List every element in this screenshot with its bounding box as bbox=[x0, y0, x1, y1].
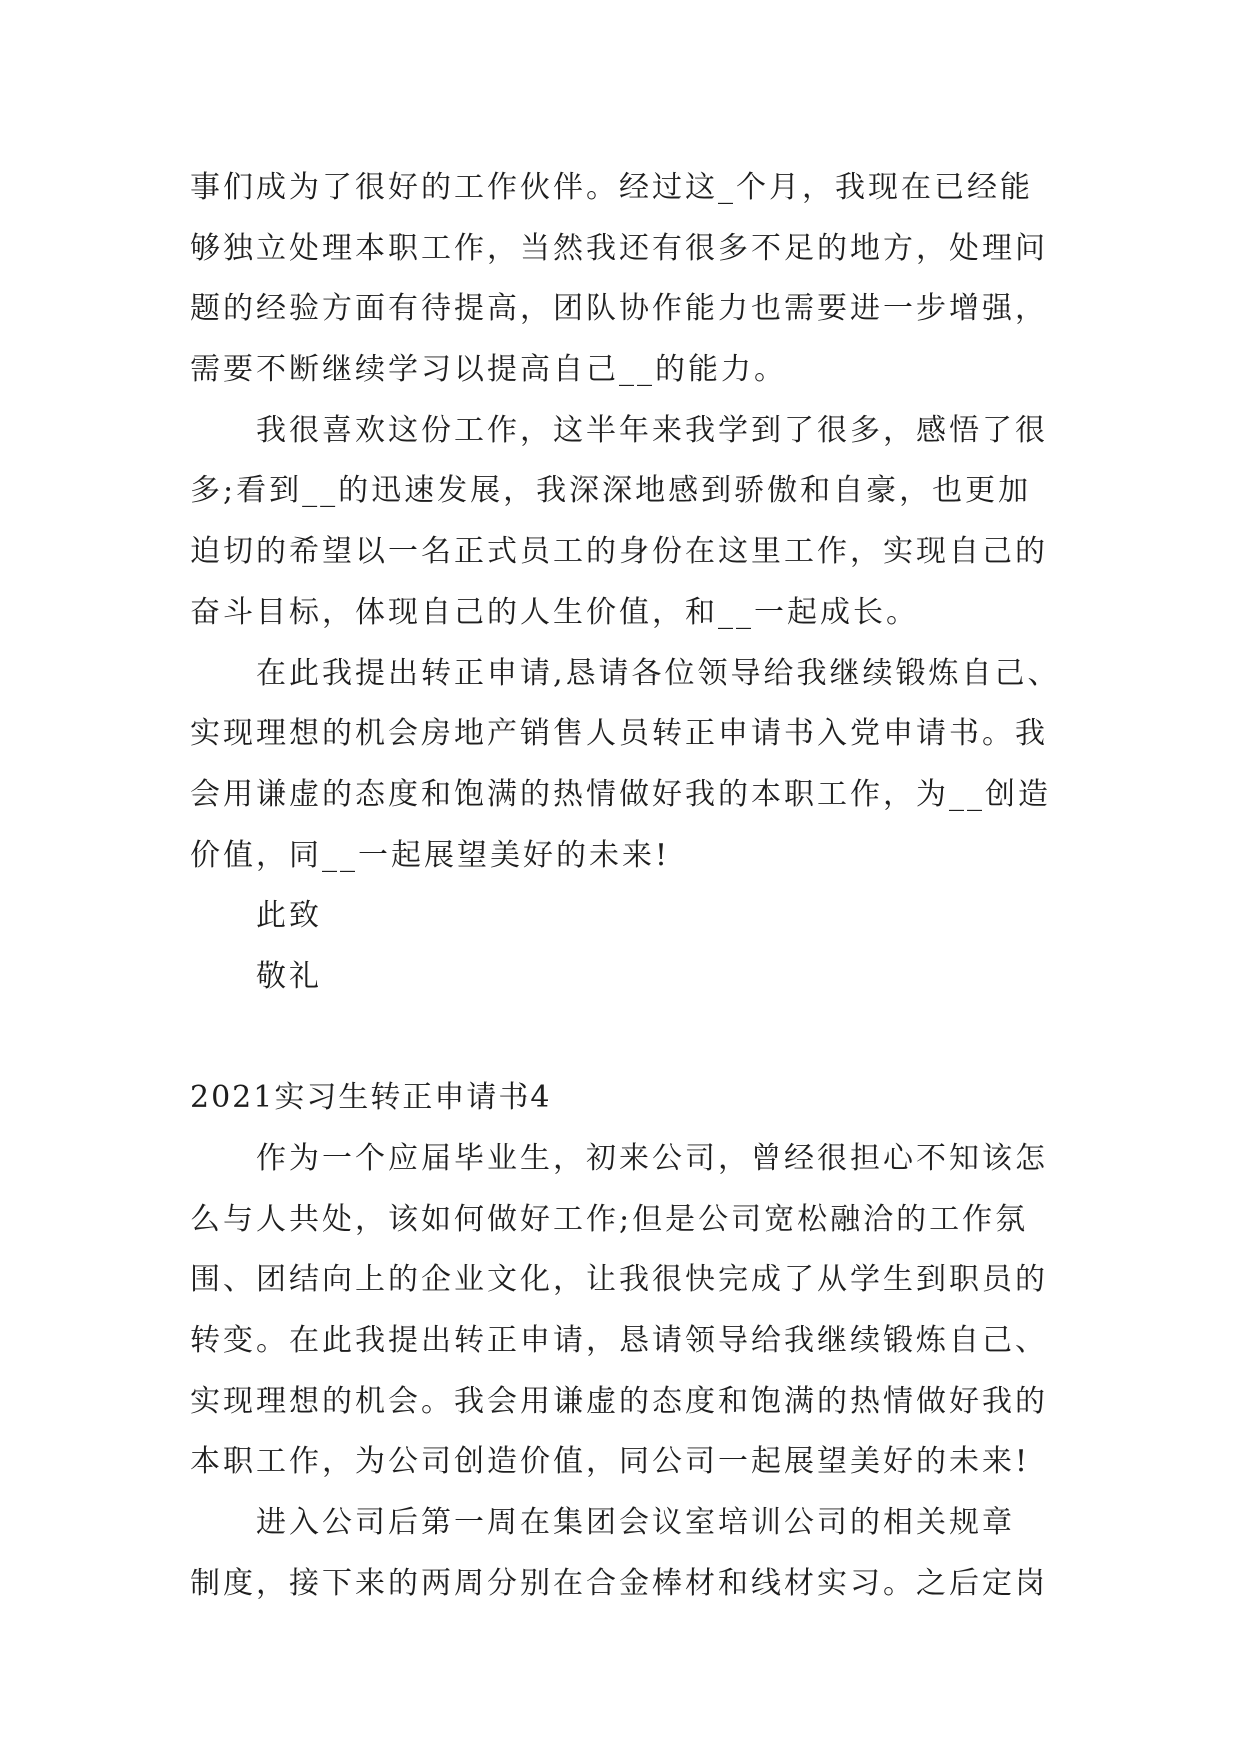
paragraph-like-job bbox=[190, 401, 1070, 644]
text-line: 围、团结向上的企业文化，让我很快完成了从学生到职员的 bbox=[190, 1262, 1048, 1298]
paragraph-apply bbox=[190, 644, 1070, 887]
spacer bbox=[190, 1008, 1070, 1069]
text-line: 奋斗目标，体现自己的人生价值，和__一起成长。 bbox=[190, 594, 919, 630]
text-line: 转变。在此我提出转正申请，恳请领导给我继续锻炼自己、 bbox=[190, 1323, 1048, 1359]
text-line: 多;看到__的迅速发展，我深深地感到骄傲和自豪，也更加 bbox=[190, 473, 1032, 509]
text-line: 事们成为了很好的工作伙伴。经过这_个月，我现在已经能 bbox=[190, 170, 1033, 205]
text-line: 价值，同__一起展望美好的未来! bbox=[190, 837, 671, 873]
text-line: 够独立处理本职工作，当然我还有很多不足的地方，处理问 bbox=[190, 230, 1048, 266]
text-line: 本职工作，为公司创造价值，同公司一起展望美好的未来! bbox=[190, 1444, 1031, 1480]
text-line: 实现理想的机会。我会用谦虚的态度和饱满的热情做好我的 bbox=[190, 1383, 1048, 1419]
document-body bbox=[190, 158, 1070, 1615]
text-line: 制度，接下来的两周分别在合金棒材和线材实习。之后定岗 bbox=[190, 1565, 1048, 1601]
text-line: 进入公司后第一周在集团会议室培训公司的相关规章 bbox=[256, 1505, 1015, 1541]
text-line: 实现理想的机会房地产销售人员转正申请书入党申请书。我 bbox=[190, 716, 1048, 752]
closing-regards: 敬礼 bbox=[256, 958, 322, 994]
text-line: 我很喜欢这份工作，这半年来我学到了很多，感悟了很 bbox=[256, 412, 1048, 448]
text-line: 作为一个应届毕业生，初来公司，曾经很担心不知该怎 bbox=[256, 1141, 1048, 1176]
text-line: 迫切的希望以一名正式员工的身份在这里工作，实现自己的 bbox=[190, 534, 1048, 570]
closing bbox=[190, 886, 1070, 1007]
text-line: 在此我提出转正申请,恳请各位领导给我继续锻炼自己、 bbox=[256, 655, 1061, 691]
paragraph-continued bbox=[190, 158, 1070, 401]
paragraph-graduate bbox=[190, 1129, 1070, 1493]
section-heading: 2021实习生转正申请书4 bbox=[190, 1080, 552, 1116]
text-line: 会用谦虚的态度和饱满的热情做好我的本职工作，为__创造 bbox=[190, 776, 1051, 812]
text-line: 么与人共处，该如何做好工作;但是公司宽松融洽的工作氛 bbox=[190, 1201, 1029, 1237]
closing-salutation: 此致 bbox=[256, 898, 322, 934]
text-line: 题的经验方面有待提高，团队协作能力也需要进一步增强， bbox=[190, 291, 1048, 327]
paragraph-training bbox=[190, 1493, 1070, 1614]
text-line: 需要不断继续学习以提高自己__的能力。 bbox=[190, 352, 787, 388]
